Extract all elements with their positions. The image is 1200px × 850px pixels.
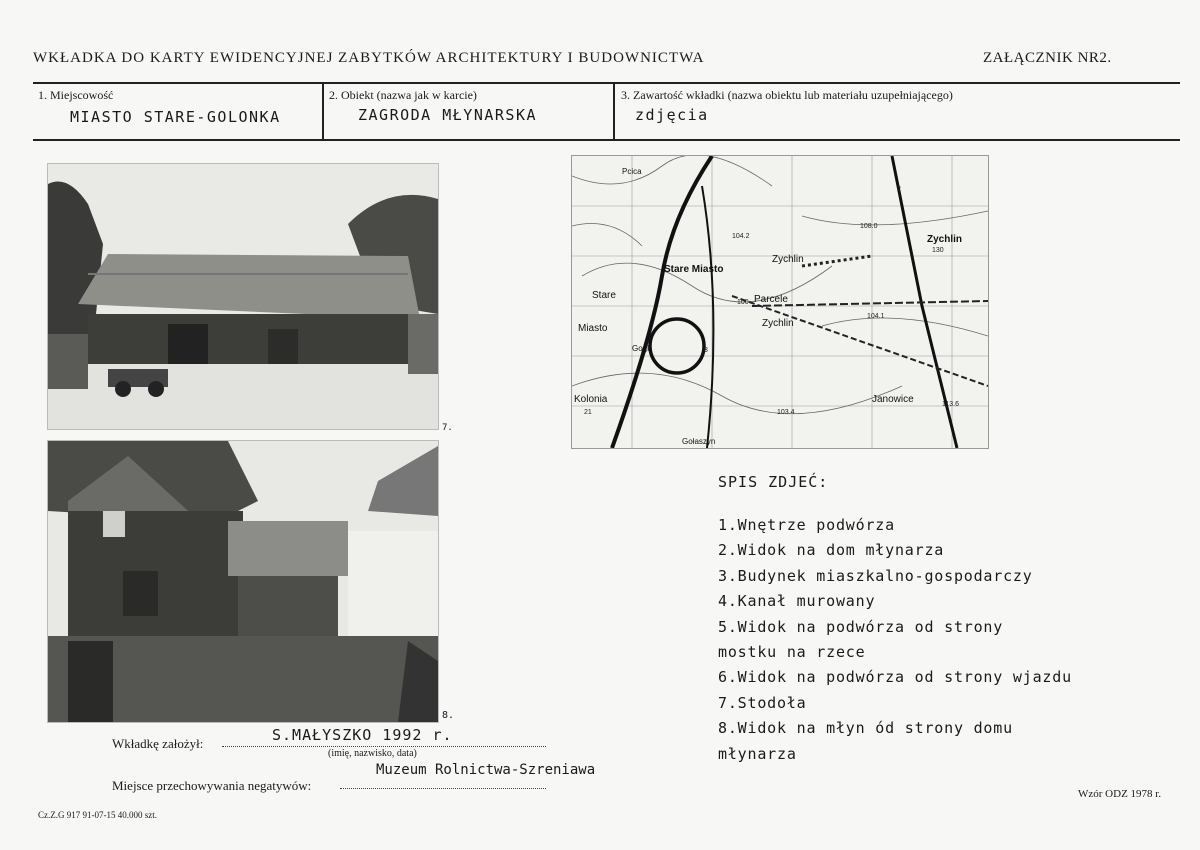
form-title: WKŁADKA DO KARTY EWIDENCYJNEJ ZABYTKÓW ARCHITEKTURY I BUDOWNICTWA (33, 50, 705, 66)
photo-list-item-3: 3.Budynek miaszkalno-gospodarczy (718, 567, 1033, 585)
map-label-stare-miasto: Stare Miasto (664, 264, 724, 275)
map-height-5: 104.1 (867, 313, 885, 320)
field-divider-2 (613, 83, 615, 139)
map-label-pcica: Pcica (622, 167, 642, 176)
photo-courtyard-image (48, 164, 438, 429)
map-height-10: 21 (584, 409, 592, 416)
map-location-marker (650, 319, 704, 373)
photo-list-item-6: 6.Widok na podwórza od strony wjazdu (718, 668, 1072, 686)
map-label-miasto: Miasto (578, 323, 608, 334)
photo-millers-house (47, 440, 439, 723)
photo-list-item-8: 8.Widok na młyn ód strony domu (718, 719, 1013, 737)
map-label-stare: Stare (592, 290, 616, 301)
photo-list-heading: SPIS ZDJEĆ: (718, 473, 829, 491)
map-label-zychlin-2: Zychlin (927, 234, 963, 245)
print-code: Cz.Z.G 917 91-07-15 40.000 szt. (38, 810, 157, 820)
map-height-7: 113.6 (942, 401, 959, 408)
storage-value: Muzeum Rolnictwa-Szreniawa (376, 762, 596, 778)
photo-list-item-1: 1.Wnętrze podwórza (718, 516, 895, 534)
photo-courtyard (47, 163, 439, 430)
map-height-8: 3 (704, 347, 708, 354)
location-map-image (572, 156, 988, 448)
author-label: Wkładkę założył: (112, 736, 204, 751)
photo-list-item-7: 7.Stodoła (718, 694, 807, 712)
map-label-golaszyn: Gołaszyn (682, 437, 716, 446)
storage-line (340, 788, 546, 789)
location-map (571, 155, 989, 449)
object-label: 2. Obiekt (nazwa jak w karcie) (329, 88, 477, 102)
map-height-3: 130 (932, 247, 944, 254)
object-value: ZAGRODA MŁYNARSKA (358, 106, 538, 124)
map-height-9: 2 (897, 186, 901, 193)
photo-list-item-8-cont: młynarza (718, 745, 797, 763)
header-rule-bottom (33, 139, 1180, 141)
map-label-kolonia: Kolonia (574, 394, 608, 405)
photo-list-item-5: 5.Widok na podwórza od strony (718, 618, 1004, 636)
storage-label: Miejsce przechowywania negatywów: (112, 778, 312, 793)
field-divider-1 (322, 83, 324, 139)
map-height-2: 108.0 (860, 223, 878, 230)
photo-number-top: 7. (442, 423, 453, 433)
map-label-janowice: Janowice (872, 394, 914, 405)
map-height-6: 103.4 (777, 409, 795, 416)
photo-millers-house-image (48, 441, 438, 722)
author-line (222, 746, 546, 747)
map-label-zychlin-1: Zychlin (772, 254, 804, 265)
map-height-1: 104.2 (732, 233, 750, 240)
locality-value: MIASTO STARE-GOLONKA (70, 108, 281, 126)
form-code: Wzór ODZ 1978 r. (1078, 788, 1162, 800)
map-label-gogi: Gogi (632, 344, 649, 353)
author-value: S.MAŁYSZKO 1992 r. (272, 726, 453, 744)
content-label: 3. Zawartość wkładki (nazwa obiektu lub materiału uzupełniającego) (621, 88, 953, 102)
photo-list-item-2: 2.Widok na dom młynarza (718, 541, 945, 559)
map-label-zychlin-3: Zychlin (762, 318, 794, 329)
map-label-parcele: Parcele (754, 294, 788, 305)
photo-list-item-4: 4.Kanał murowany (718, 592, 876, 610)
photo-number-bottom: 8. (442, 710, 455, 721)
map-height-4: 100 (737, 299, 749, 306)
photo-list-item-5-cont: mostku na rzece (718, 643, 866, 661)
locality-label: 1. Miejscowość (38, 88, 114, 102)
content-value: zdjęcia (635, 106, 709, 124)
header-rule-top (33, 82, 1180, 84)
annex-number: ZAŁĄCZNIK NR2. (983, 50, 1112, 66)
author-caption: (imię, nazwisko, data) (328, 748, 417, 759)
